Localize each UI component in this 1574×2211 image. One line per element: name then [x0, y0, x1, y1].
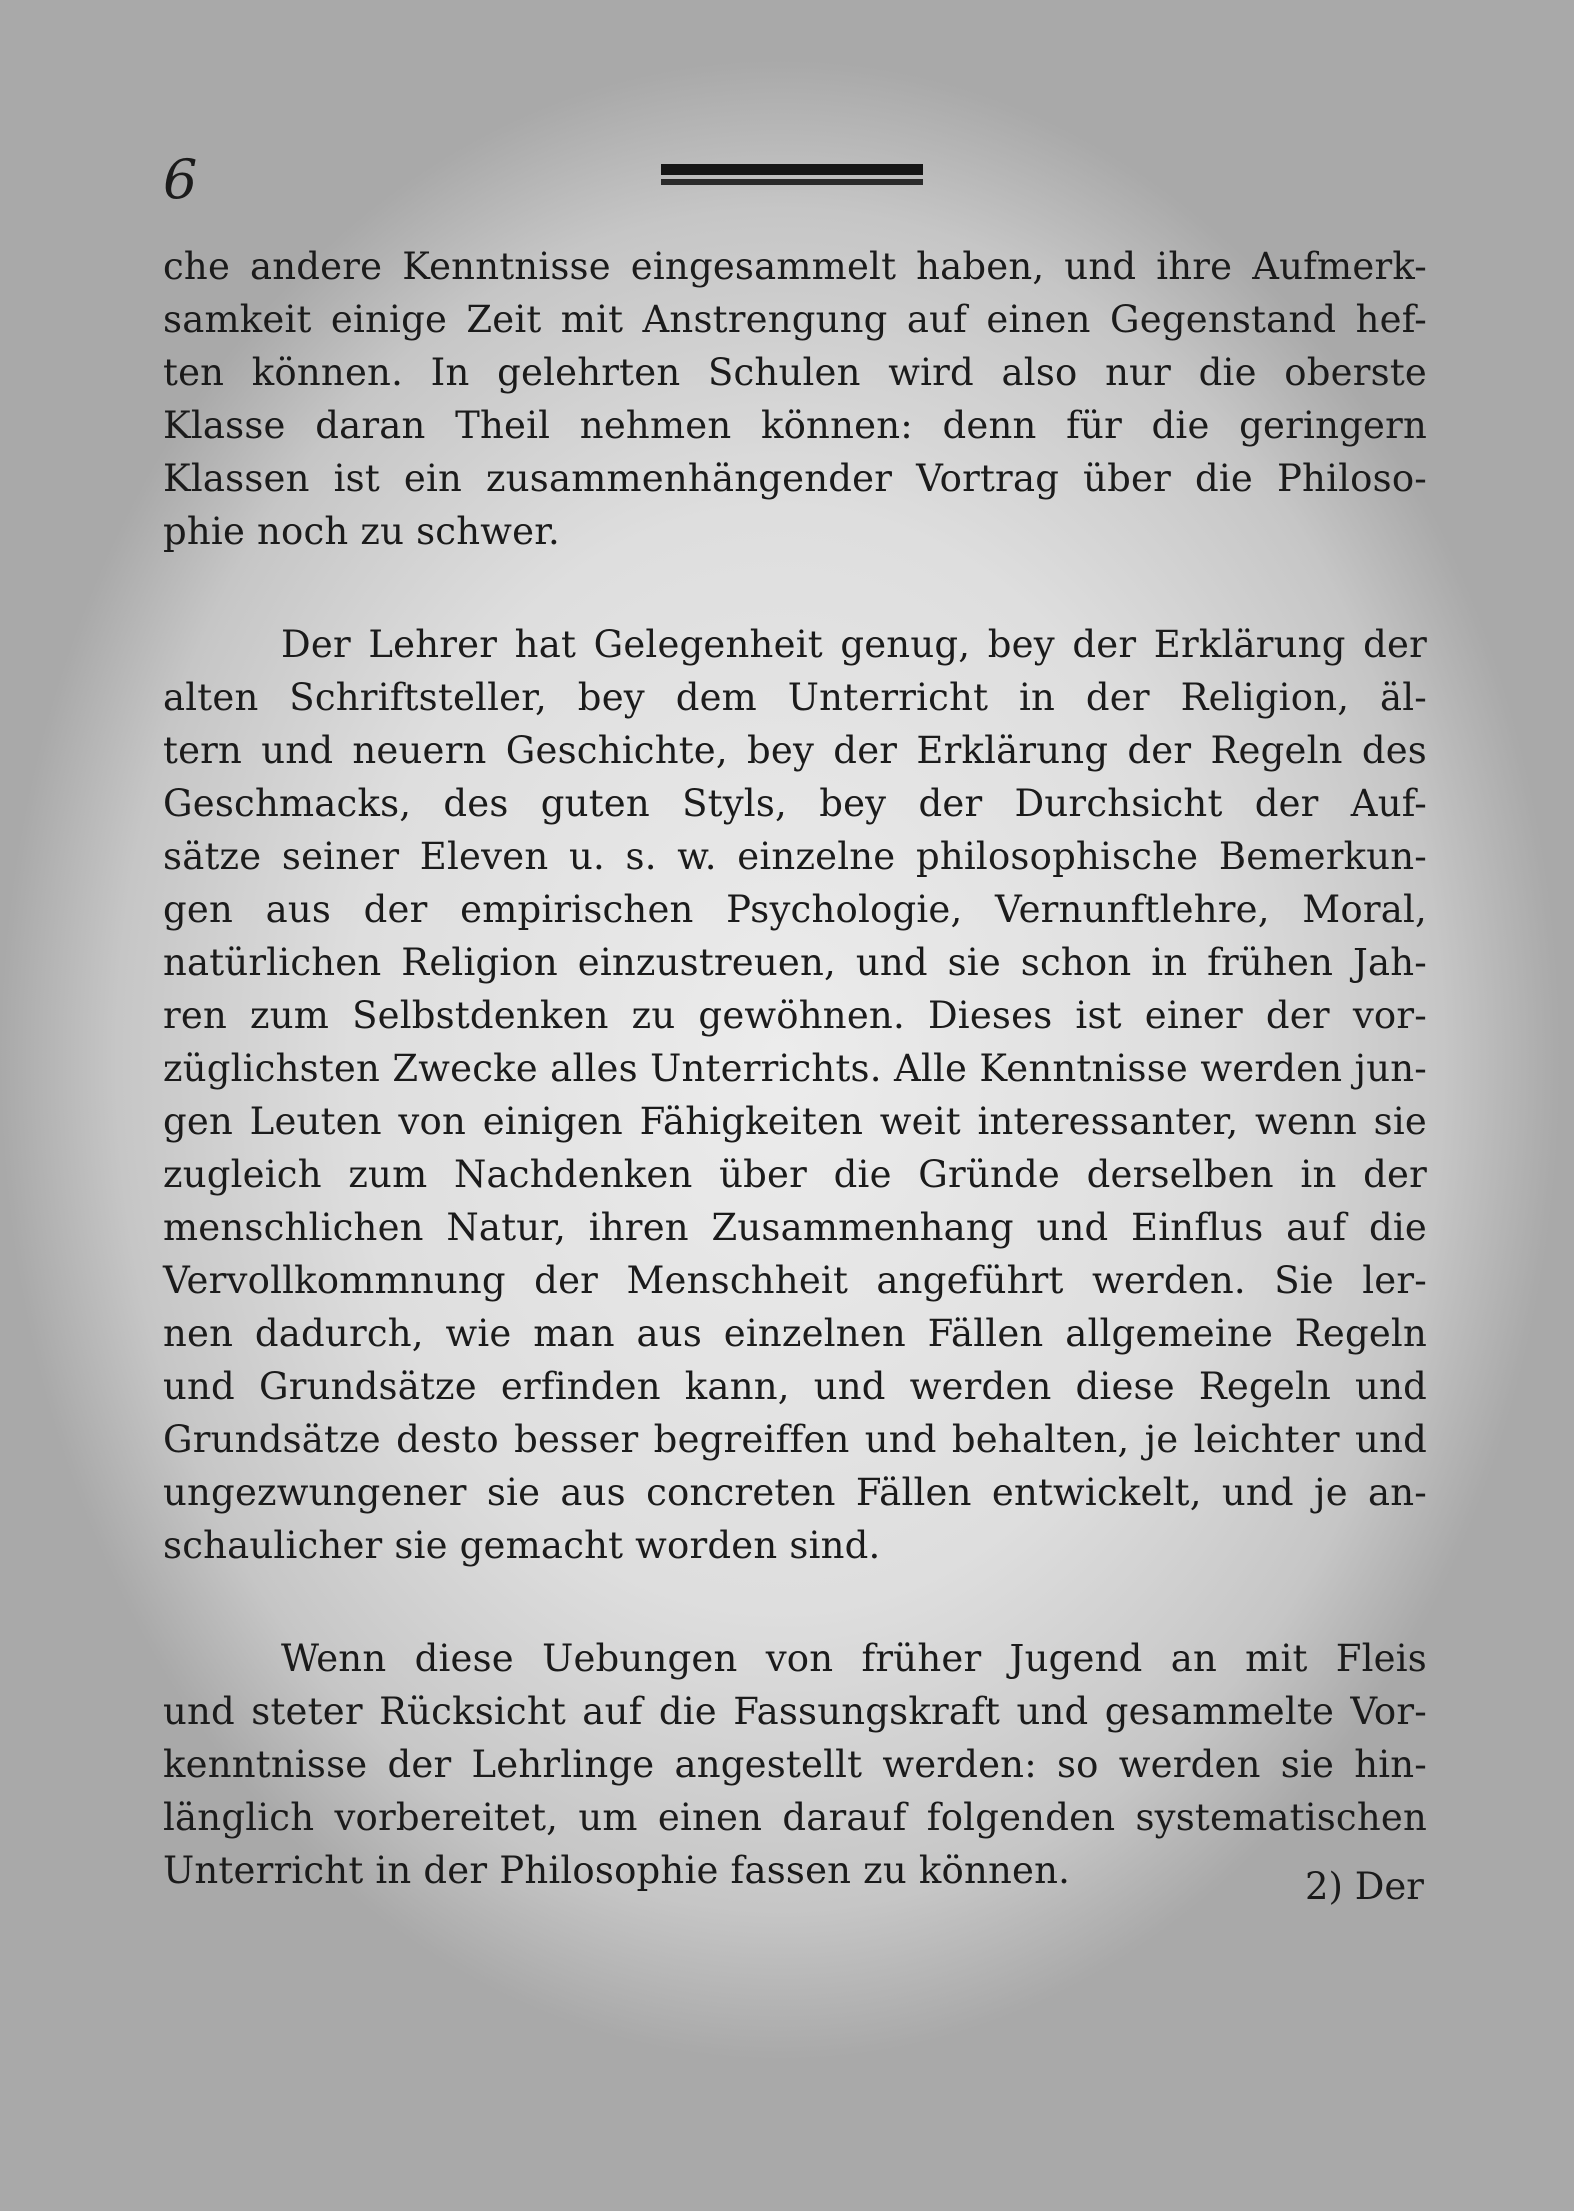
header-rule-ornament	[661, 164, 923, 186]
text-line: länglich vorbereitet, um einen darauf folgenden systematischen	[163, 1796, 1427, 1839]
catchword: 2) Der	[1305, 1865, 1424, 1908]
text-line: züglichsten Zwecke alles Unterrichts. Alle Kenntnisse werden jun-	[163, 1047, 1427, 1090]
header-rule-thin-bar	[661, 179, 923, 185]
page-header	[163, 150, 1423, 210]
text-line: Klasse daran Theil nehmen können: denn für die geringern	[163, 404, 1427, 447]
body-text	[163, 240, 1427, 1897]
text-line: schaulicher sie gemacht worden sind.	[163, 1524, 881, 1567]
text-line: alten Schriftsteller, bey dem Unterricht in der Religion, äl-	[163, 676, 1427, 719]
text-line: nen dadurch, wie man aus einzelnen Fällen allgemeine Regeln	[163, 1312, 1427, 1355]
text-line: sätze seiner Eleven u. s. w. einzelne philosophische Bemerkun-	[163, 835, 1427, 878]
text-line: che andere Kenntnisse eingesammelt haben, und ihre Aufmerk-	[163, 245, 1427, 288]
text-line: ren zum Selbstdenken zu gewöhnen. Dieses ist einer der vor-	[163, 994, 1427, 1037]
paragraph-2	[163, 618, 1427, 1572]
text-line: ten können. In gelehrten Schulen wird also nur die oberste	[163, 351, 1427, 394]
paragraph-1	[163, 240, 1427, 558]
text-line: natürlichen Religion einzustreuen, und sie schon in frühen Jah-	[163, 941, 1427, 984]
text-line: Wenn diese Uebungen von früher Jugend an mit Fleis	[281, 1637, 1427, 1680]
text-line: Unterricht in der Philosophie fassen zu können.	[163, 1849, 1071, 1892]
text-line: gen aus der empirischen Psychologie, Vernunftlehre, Moral,	[163, 888, 1427, 931]
text-line: phie noch zu schwer.	[163, 510, 560, 553]
page-number: 6	[163, 148, 198, 211]
header-rule-thick-bar	[661, 164, 923, 175]
text-line: Vervollkommnung der Menschheit angeführt werden. Sie ler-	[163, 1259, 1427, 1302]
text-line: Der Lehrer hat Gelegenheit genug, bey der Erklärung der	[281, 623, 1427, 666]
text-line: und steter Rücksicht auf die Fassungskraft und gesammelte Vor-	[163, 1690, 1427, 1733]
text-line: zugleich zum Nachdenken über die Gründe derselben in der	[163, 1153, 1427, 1196]
text-line: kenntnisse der Lehrlinge angestellt werden: so werden sie hin-	[163, 1743, 1427, 1786]
text-line: Geschmacks, des guten Styls, bey der Durchsicht der Auf-	[163, 782, 1427, 825]
text-line: Klassen ist ein zusammenhängender Vortrag über die Philoso-	[163, 457, 1427, 500]
text-line: gen Leuten von einigen Fähigkeiten weit interessanter, wenn sie	[163, 1100, 1427, 1143]
text-line: samkeit einige Zeit mit Anstrengung auf einen Gegenstand hef-	[163, 298, 1427, 341]
text-line: ungezwungener sie aus concreten Fällen entwickelt, und je an-	[163, 1471, 1427, 1514]
paragraph-3	[163, 1632, 1427, 1897]
text-line: Grundsätze desto besser begreiffen und behalten, je leichter und	[163, 1418, 1427, 1461]
text-line: und Grundsätze erfinden kann, und werden diese Regeln und	[163, 1365, 1427, 1408]
paragraph-spacer	[163, 1572, 1427, 1632]
paragraph-spacer	[163, 558, 1427, 618]
text-line: tern und neuern Geschichte, bey der Erklärung der Regeln des	[163, 729, 1427, 772]
text-line: menschlichen Natur, ihren Zusammenhang und Einflus auf die	[163, 1206, 1427, 1249]
